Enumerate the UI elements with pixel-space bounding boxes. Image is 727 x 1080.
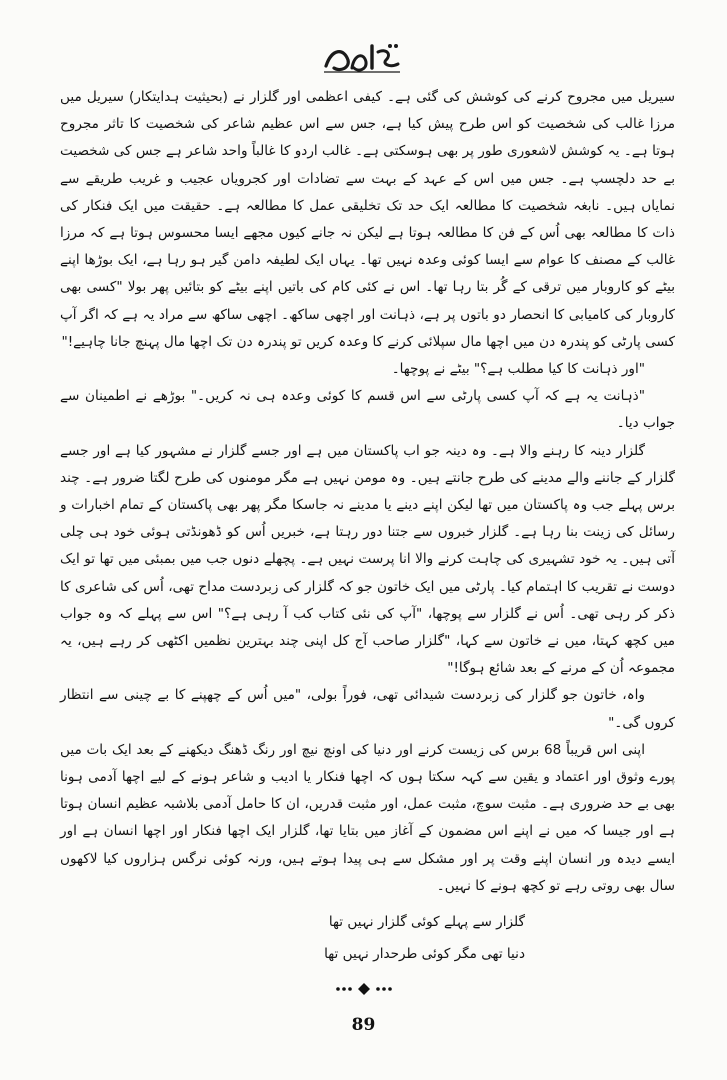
- paragraph: واہ، خاتون جو گلزار کی زبردست شیدائی تھی، فوراً بولی، "میں اُس کے چھپنے کا بے چینی سے انتظار کروں گی۔": [60, 687, 675, 731]
- paragraph: اپنی اس قریباً 68 برس کی زیست کرنے اور دنیا کی اونچ نیچ اور رنگ ڈھنگ دیکھنے کے بعد ایک بات میں پورے وثوق اور اعتماد و یقین سے کہہ سکتا ہوں کہ اچھا فنکار یا ادیب و شاعر ہونے کے لیے اچھا آدمی ہونا بھی بے حد ضروری ہے۔ مثبت سوچ، مثبت عمل، اور مثبت قدریں، ان کا حامل آدمی بلاشبہ عظیم انسان ہوتا ہے اور جیسا کہ میں نے اپنے اس مضمون کے آغاز میں بتایا تھا، گلزار ایک اچھا فنکار اور اچھا انسان ہے اور ایسے دیدہ ور انسان اپنے وقت پر اور مشکل سے ہی پیدا ہوتے ہیں، ورنہ کوئی نرگس ہزاروں کیا لاکھوں سال بھی روتی رہے تو کچھ ہونے کا نہیں۔: [60, 741, 675, 894]
- collage-calligraphy-logo: [320, 38, 406, 78]
- section-ornament: [334, 982, 394, 996]
- article-body: [60, 84, 675, 970]
- collage-logo: [320, 38, 406, 78]
- poem-line: گلزار سے پہلے کوئی گلزار نہیں تھا: [328, 914, 525, 931]
- page-number: 89: [351, 1015, 376, 1035]
- dialog-line: "اور ذہانت کا کیا مطلب ہے؟" بیٹے نے پوچھا۔: [391, 361, 645, 378]
- poem-line: دنیا تھی مگر کوئی طرحدار نہیں تھا: [324, 946, 525, 963]
- paragraph: گلزار دینہ کا رہنے والا ہے۔ وہ دینہ جو اب پاکستان میں ہے اور جسے گلزار نے مشہور کیا ہے اور جسے گلزار کے جاننے والے مدینے کی طرح جانتے ہیں۔ وہ مومن نہیں ہے مگر مومنوں کی طرح لگتا ضرور ہے۔ چند برس پہلے جب وہ پاکستان میں تھا لیکن اپنے دینے یا مدینے نہ جاسکا مگر پھر بھی پاکستان کے تمام اخبارات و رسائل کی زینت بنا رہا ہے۔ گلزار خبروں سے جتنا دور رہتا ہے، خبریں اُس کو ڈھونڈتی ہوئی خود ہی چلی آتی ہیں۔ یہ خود تشہیری کی چاہت کرنے والا انا پرست نہیں ہے۔ پچھلے دنوں جب میں بمبئی میں تھا تو ایک دوست نے تقریب کا اہتمام کیا۔ پارٹی میں ایک خاتون جو کہ گلزار کی زبردست مداح تھی، اُس کی شاعری کا ذکر کر رہی تھی۔ اُس نے گلزار سے پوچھا، "آپ کی نئی کتاب کب آ رہی ہے؟" اس سے پہلے کہ وہ جواب میں کچھ کہتا، میں نے خاتون سے کہا، "گلزار صاحب آج کل اپنی چند بہترین نظمیں اکٹھی کر رہے ہیں، یہ مجموعہ اُن کے مرنے کے بعد شائع ہوگا!": [60, 442, 675, 677]
- paragraph: سیریل میں مجروح کرنے کی کوشش کی گئی ہے۔ کیفی اعظمی اور گلزار نے (بحیثیت ہدایتکار) سیریل میں مرزا غالب کی شخصیت کو اس طرح پیش کیا ہے، جس سے اس عظیم شاعر کی شخصیت کا تاثر مجروح ہوتا ہے۔ یہ کوشش لاشعوری طور پر بھی ہوسکتی ہے۔ غالب اردو کا غالباً واحد شاعر ہے جس کی شخصیت بے حد دلچسپ ہے۔ جس میں اس کے عہد کے بہت سے تضادات اور کجرویاں عجیب و غریب طریقے سے نمایاں ہیں۔ نابغہ شخصیت کا مطالعہ ایک حد تک تخلیقی عمل کا مطالعہ ہے۔ حقیقت میں ایک فنکار کی ذات کا مطالعہ بھی اُس کے فن کا مطالعہ ہوتا ہے لیکن نہ جانے کیوں مجھے ایسا محسوس ہوتا ہے کہ مرزا غالب کے مصنف کا عوام سے ایسا کوئی وعدہ نہیں تھا۔ یہاں ایک لطیفہ دامن گیر ہو رہا ہے، ایک بوڑھا اپنے بیٹے کو کاروبار میں ترقی کے گُر بتا رہا تھا۔ اس نے کئی کام کی باتیں اپنے بیٹے کو بتائیں پھر بولا "کسی بھی کاروبار کی کامیابی کا انحصار دو باتوں پر ہے، ذہانت اور اچھی ساکھ۔ اچھی ساکھ سے مراد یہ ہے کہ اگر آپ کسی پارٹی کو پندرہ دن میں اچھا مال سپلائی کرنے کا وعدہ کریں تو پندرہ دن تک اچھا مال پہنچ جانا چاہیے!": [60, 89, 675, 350]
- dialog-line: "ذہانت یہ ہے کہ آپ کسی پارٹی سے اس قسم کا کوئی وعدہ ہی نہ کریں۔" بوڑھے نے اطمینان سے جواب دیا۔: [60, 388, 675, 432]
- poem-couplet: [60, 906, 675, 970]
